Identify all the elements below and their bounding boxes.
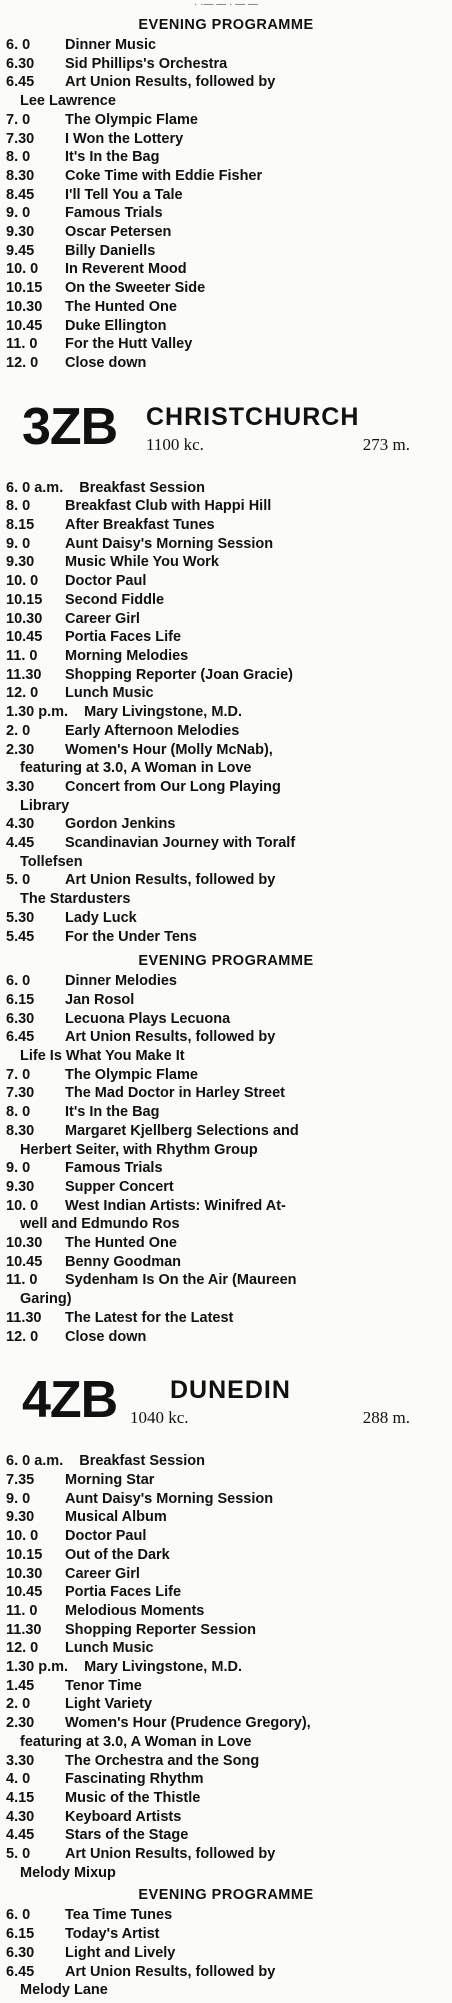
programme-item (6, 1066, 446, 1085)
programme-item (6, 298, 446, 317)
programme-time: 11. 0 (6, 647, 38, 664)
programme-title-continued: Library (20, 797, 70, 814)
programme-title: Melodious Moments (65, 1602, 205, 1619)
programme-title-continued: Lee Lawrence (20, 93, 116, 110)
programme-item (6, 871, 446, 890)
programme-item (6, 516, 446, 535)
programme-item (6, 1695, 446, 1714)
programme-title: Supper Concert (65, 1178, 174, 1195)
programme-item (6, 1714, 446, 1733)
programme-title: Art Union Results, followed by (65, 1846, 276, 1863)
programme-title: Women's Hour (Molly McNab), (65, 741, 273, 758)
programme-title: Sydenham Is On the Air (Maureen (65, 1272, 297, 1289)
programme-item (6, 1658, 446, 1677)
programme-item (6, 36, 446, 55)
programme-item (6, 479, 446, 498)
programme-time: 2.30 (6, 1715, 35, 1732)
programme-time: 9.30 (6, 224, 35, 241)
programme-item (6, 1508, 446, 1527)
programme-time: 11.30 (6, 1621, 42, 1638)
programme-title: Dinner Music (65, 37, 157, 53)
programme-time: 5.30 (6, 909, 35, 926)
programme-time: 8.45 (6, 186, 35, 203)
programme-time: 4.30 (6, 816, 35, 833)
programme-time: 12. 0 (6, 1640, 39, 1657)
programme-title: Margaret Kjellberg Selections and (65, 1122, 299, 1139)
programme-title: I Won the Lottery (65, 130, 184, 147)
programme-item (6, 1677, 446, 1696)
programme-title: For the Under Tens (65, 928, 197, 945)
programme-item (6, 130, 446, 149)
programme-title: Jan Rosol (65, 991, 135, 1008)
programme-time: 4.45 (6, 1827, 35, 1844)
programme-title: Career Girl (65, 610, 140, 627)
programme-item (6, 1621, 446, 1640)
programme-item (6, 1527, 446, 1546)
programme-time: 6. 0 (6, 973, 31, 990)
programme-title: Out of the Dark (65, 1546, 170, 1563)
programme-item (6, 186, 446, 205)
programme-item (6, 647, 446, 666)
programme-time: 10.45 (6, 629, 43, 646)
programme-item (6, 1826, 446, 1845)
programme-time: 9. 0 (6, 1490, 31, 1507)
programme-item (6, 1490, 446, 1509)
programme-time: 10. 0 (6, 261, 39, 278)
programme-time: 8. 0 (6, 149, 31, 166)
programme-title-continued: Melody Mixup (20, 1864, 116, 1881)
programme-title: Breakfast Session (79, 1453, 205, 1470)
programme-time: 6. 0 (6, 1907, 31, 1924)
programme-time: 9.30 (6, 1178, 35, 1195)
programme-time: 6.45 (6, 1963, 35, 1980)
programme-list-4zb-day (6, 1452, 446, 1882)
programme-time: 11. 0 (6, 1602, 38, 1619)
programme-list-3zb-evening (6, 972, 446, 1346)
programme-time: 2. 0 (6, 1696, 31, 1713)
programme-item (6, 1309, 446, 1328)
programme-item (6, 928, 446, 947)
programme-title: Art Union Results, followed by (65, 872, 276, 889)
programme-item (6, 1178, 446, 1197)
programme-time: 10.45 (6, 317, 43, 334)
programme-title: Breakfast Session (79, 479, 205, 496)
programme-title: Light Variety (65, 1696, 153, 1713)
programme-time: 6. 0 (6, 37, 31, 53)
programme-time: 4.15 (6, 1789, 35, 1806)
programme-item (6, 1789, 446, 1808)
programme-title: Stars of the Stage (65, 1827, 189, 1844)
programme-time: 7. 0 (6, 111, 31, 128)
programme-time: 12. 0 (6, 685, 39, 702)
programme-title: Gordon Jenkins (65, 816, 176, 833)
programme-title: Lady Luck (65, 909, 137, 926)
programme-time: 10.15 (6, 1546, 43, 1563)
programme-item (6, 1944, 446, 1963)
programme-item (6, 972, 446, 991)
programme-time: 10.45 (6, 1584, 43, 1601)
programme-title: Portia Faces Life (65, 1584, 182, 1601)
programme-time: 11. 0 (6, 336, 38, 353)
programme-list-4zb-evening (6, 1906, 446, 2000)
section-heading-4zb-evening: EVENING PROGRAMME (138, 1887, 314, 1904)
programme-item (6, 317, 446, 336)
programme-title: The Latest for the Latest (65, 1309, 234, 1326)
programme-time: 4.30 (6, 1808, 35, 1825)
programme-item (6, 1602, 446, 1621)
programme-title: Scandinavian Journey with Toralf (65, 835, 296, 852)
programme-item (6, 1471, 446, 1490)
programme-title: Music While You Work (65, 554, 219, 571)
programme-title: Famous Trials (65, 1160, 163, 1177)
programme-title: Famous Trials (65, 205, 163, 222)
programme-item (6, 1546, 446, 1565)
programme-title: Today's Artist (65, 1926, 160, 1943)
station-city: CHRISTCHURCH (146, 402, 360, 431)
programme-title: It's In the Bag (65, 1104, 160, 1121)
programme-item (6, 535, 446, 554)
programme-title: West Indian Artists: Winifred At- (65, 1197, 286, 1214)
programme-item (6, 722, 446, 741)
programme-time: 9.30 (6, 1509, 35, 1526)
programme-title: Tenor Time (65, 1677, 142, 1694)
programme-time: 12. 0 (6, 1328, 39, 1345)
programme-time: 8.30 (6, 167, 35, 184)
programme-time: 6.45 (6, 1029, 35, 1046)
programme-time: 7.30 (6, 1085, 35, 1102)
programme-time: 12. 0 (6, 354, 39, 371)
programme-title: Mary Livingstone, M.D. (84, 1659, 242, 1676)
section-heading-3zb-evening: EVENING PROGRAMME (138, 953, 314, 970)
station-header-3zb (6, 387, 446, 479)
programme-time: 6. 0 a.m. (6, 1453, 64, 1470)
programme-title: Art Union Results, followed by (65, 1029, 276, 1046)
programme-title: Early Afternoon Melodies (65, 722, 240, 739)
programme-item (6, 55, 446, 74)
programme-item (6, 223, 446, 242)
programme-title: Musical Album (65, 1509, 167, 1526)
programme-item (6, 1565, 446, 1584)
programme-title: Morning Star (65, 1472, 155, 1488)
programme-time: 1.30 p.m. (6, 1659, 69, 1676)
programme-title-continued: Melody Lane (20, 1982, 108, 1999)
programme-time: 10.30 (6, 610, 43, 627)
programme-title: Art Union Results, followed by (65, 1963, 276, 1980)
programme-item (6, 1452, 446, 1471)
station-frequency: 1100 kc. (146, 434, 204, 454)
programme-title: Oscar Petersen (65, 224, 172, 241)
programme-title: In Reverent Mood (65, 261, 187, 278)
programme-time: 5.45 (6, 928, 35, 945)
programme-item (6, 1583, 446, 1602)
programme-title-continued: featuring at 3.0, A Woman in Love (20, 1733, 252, 1750)
programme-item (6, 1197, 446, 1216)
programme-item (6, 684, 446, 703)
programme-item (6, 1028, 446, 1047)
programme-title: The Hunted One (65, 1235, 177, 1252)
programme-time: 7.30 (6, 130, 35, 147)
programme-time: 4. 0 (6, 1771, 31, 1788)
programme-title: Shopping Reporter (Joan Gracie) (65, 666, 293, 683)
programme-item (6, 628, 446, 647)
programme-title: Close down (65, 354, 147, 371)
station-city: DUNEDIN (170, 1376, 291, 1405)
section-heading: EVENING PROGRAMME (138, 17, 314, 33)
programme-title-continued: well and Edmundo Ros (20, 1216, 180, 1233)
programme-time: 6. 0 a.m. (6, 479, 64, 496)
programme-time: 6.45 (6, 74, 35, 91)
programme-title: Coke Time with Eddie Fisher (65, 167, 263, 184)
programme-title: The Olympic Flame (65, 111, 198, 128)
programme-time: 10. 0 (6, 1528, 39, 1545)
programme-time: 8. 0 (6, 498, 31, 515)
programme-time: 6.30 (6, 1010, 35, 1027)
programme-item (6, 591, 446, 610)
station-callsign: 4ZB (22, 1371, 118, 1430)
programme-title: The Mad Doctor in Harley Street (65, 1085, 285, 1102)
programme-time: 11.30 (6, 1309, 42, 1326)
station-frequency: 1040 kc. (130, 1408, 189, 1428)
programme-title: Keyboard Artists (65, 1808, 182, 1825)
programme-title: The Olympic Flame (65, 1066, 198, 1083)
programme-time: 4.45 (6, 835, 35, 852)
programme-title: Doctor Paul (65, 1528, 147, 1545)
programme-title: After Breakfast Tunes (65, 517, 215, 534)
programme-time: 5. 0 (6, 1846, 31, 1863)
programme-time: 6.15 (6, 1926, 35, 1943)
programme-time: 6.15 (6, 991, 35, 1008)
programme-item (6, 1103, 446, 1122)
programme-item (6, 111, 446, 130)
station-wavelength: 288 m. (362, 1408, 410, 1428)
programme-time: 10. 0 (6, 573, 39, 590)
programme-time: 2. 0 (6, 722, 31, 739)
programme-title: The Hunted One (65, 298, 177, 315)
programme-title: Women's Hour (Prudence Gregory), (65, 1715, 311, 1732)
programme-item (6, 741, 446, 760)
programme-title-continued: featuring at 3.0, A Woman in Love (20, 760, 252, 777)
programme-time: 10.15 (6, 280, 43, 297)
programme-time: 8.30 (6, 1122, 35, 1139)
programme-title-continued: Garing) (20, 1291, 72, 1308)
programme-item (6, 1770, 446, 1789)
programme-title: Morning Melodies (65, 647, 189, 664)
programme-time: 3.30 (6, 778, 35, 795)
programme-title: Light and Lively (65, 1944, 176, 1961)
programme-item (6, 834, 446, 853)
programme-time: 6.30 (6, 55, 35, 72)
programme-time: 10.30 (6, 1235, 43, 1252)
programme-title: Doctor Paul (65, 573, 147, 590)
programme-title-continued: Herbert Seiter, with Rhythm Group (20, 1141, 258, 1158)
programme-title: Lunch Music (65, 685, 154, 702)
programme-item (6, 815, 446, 834)
programme-title: Aunt Daisy's Morning Session (65, 535, 274, 552)
programme-item (6, 572, 446, 591)
programme-time: 11. 0 (6, 1272, 38, 1289)
programme-title-continued: The Stardusters (20, 891, 131, 908)
cropped-top-text: · ·— — · — — (194, 0, 258, 10)
evening-section-2zb (6, 14, 446, 373)
programme-item (6, 553, 446, 572)
programme-title: Career Girl (65, 1565, 140, 1582)
programme-item (6, 335, 446, 354)
programme-title: On the Sweeter Side (65, 280, 206, 297)
programme-title: Lecuona Plays Lecuona (65, 1010, 231, 1027)
programme-title: Concert from Our Long Playing (65, 778, 281, 795)
programme-item (6, 666, 446, 685)
programme-time: 8.15 (6, 517, 35, 534)
programme-time: 10.15 (6, 591, 43, 608)
programme-item (6, 497, 446, 516)
programme-time: 6.30 (6, 1944, 35, 1961)
programme-title: Dinner Melodies (65, 973, 177, 990)
programme-list-3zb-day (6, 479, 446, 947)
programme-time: 10.45 (6, 1253, 43, 1270)
programme-title: Duke Ellington (65, 317, 167, 334)
programme-item (6, 1639, 446, 1658)
programme-title: It's In the Bag (65, 149, 160, 166)
programme-item (6, 1122, 446, 1141)
programme-time: 10. 0 (6, 1197, 39, 1214)
programme-title: Portia Faces Life (65, 629, 182, 646)
programme-title: Second Fiddle (65, 591, 165, 608)
programme-time: 3.30 (6, 1752, 35, 1769)
programme-item (6, 1906, 446, 1925)
programme-time: 9. 0 (6, 535, 31, 552)
programme-time: 9.30 (6, 554, 35, 571)
programme-title-continued: Tollefsen (20, 853, 83, 870)
programme-item (6, 610, 446, 629)
programme-item (6, 909, 446, 928)
programme-title-continued: Life Is What You Make It (20, 1048, 185, 1065)
programme-time: 7.35 (6, 1472, 35, 1488)
programme-item (6, 1925, 446, 1944)
programme-title: Fascinating Rhythm (65, 1771, 204, 1788)
programme-title: Benny Goodman (65, 1253, 182, 1270)
programme-title: Billy Daniells (65, 242, 156, 259)
programme-item (6, 1084, 446, 1103)
programme-item (6, 354, 446, 373)
programme-time: 1.30 p.m. (6, 704, 69, 721)
programme-time: 2.30 (6, 741, 35, 758)
programme-title: Music of the Thistle (65, 1789, 201, 1806)
programme-title: Aunt Daisy's Morning Session (65, 1490, 274, 1507)
programme-title: Sid Phillips's Orchestra (65, 55, 228, 72)
programme-title: For the Hutt Valley (65, 336, 193, 353)
programme-item (6, 1845, 446, 1864)
programme-time: 5. 0 (6, 872, 31, 889)
programme-item (6, 73, 446, 92)
programme-item (6, 260, 446, 279)
programme-time: 1.45 (6, 1677, 35, 1694)
programme-item (6, 167, 446, 186)
programme-time: 9. 0 (6, 205, 31, 222)
programme-item (6, 242, 446, 261)
programme-item (6, 279, 446, 298)
programme-item (6, 204, 446, 223)
programme-item (6, 1234, 446, 1253)
programme-time: 10.30 (6, 1565, 43, 1582)
programme-title: Breakfast Club with Happi Hill (65, 498, 272, 515)
programme-time: 11.30 (6, 666, 42, 683)
programme-item (6, 148, 446, 167)
programme-item (6, 703, 446, 722)
programme-time: 9.45 (6, 242, 35, 259)
programme-title: Shopping Reporter Session (65, 1621, 256, 1638)
programme-item (6, 1963, 446, 1982)
programme-item (6, 1752, 446, 1771)
programme-list (6, 36, 446, 373)
programme-item (6, 1808, 446, 1827)
programme-item (6, 991, 446, 1010)
programme-time: 7. 0 (6, 1066, 31, 1083)
programme-item (6, 1271, 446, 1290)
programme-title: Mary Livingstone, M.D. (84, 704, 242, 721)
programme-item (6, 778, 446, 797)
programme-time: 9. 0 (6, 1160, 31, 1177)
programme-title: I'll Tell You a Tale (65, 186, 183, 203)
programme-title: The Orchestra and the Song (65, 1752, 260, 1769)
programme-title: Close down (65, 1328, 147, 1345)
station-callsign: 3ZB (22, 397, 118, 456)
programme-time: 10.30 (6, 298, 43, 315)
programme-title: Lunch Music (65, 1640, 154, 1657)
programme-item (6, 1328, 446, 1347)
programme-title: Tea Time Tunes (65, 1907, 173, 1924)
station-header-4zb (6, 1360, 446, 1452)
station-wavelength: 273 m. (362, 434, 410, 454)
programme-item (6, 1010, 446, 1029)
programme-time: 8. 0 (6, 1104, 31, 1121)
programme-title: Art Union Results, followed by (65, 74, 276, 91)
programme-item (6, 1159, 446, 1178)
programme-item (6, 1253, 446, 1272)
